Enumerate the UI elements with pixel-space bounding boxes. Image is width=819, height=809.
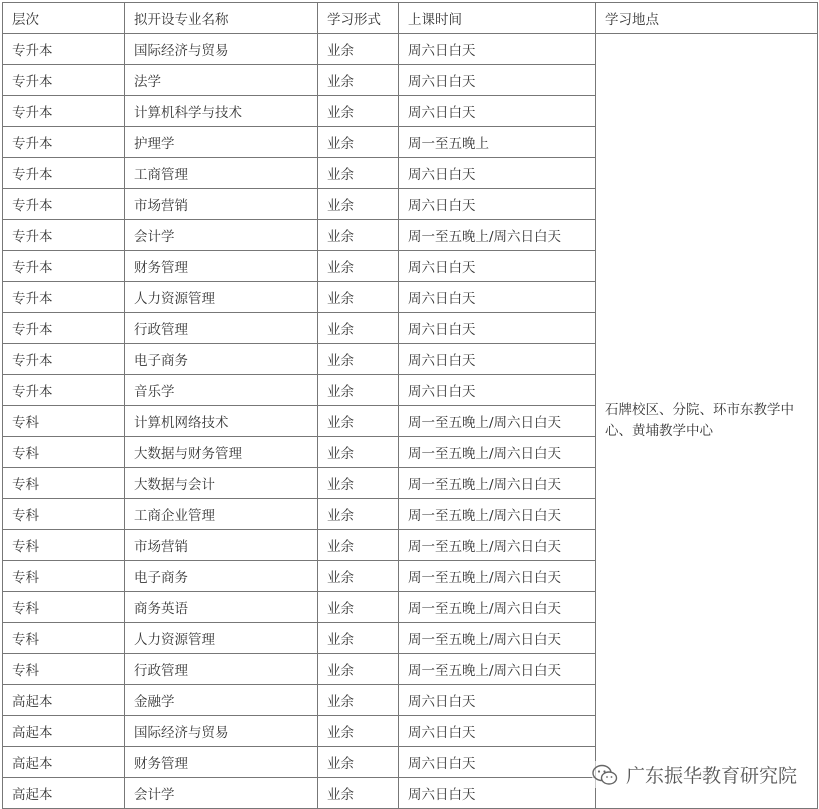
cell-class-time: 周六日白天 [399, 313, 596, 344]
cell-class-time: 周六日白天 [399, 747, 596, 778]
cell-study-mode: 业余 [318, 747, 399, 778]
cell-class-time: 周一至五晚上/周六日白天 [399, 220, 596, 251]
header-major: 拟开设专业名称 [125, 3, 318, 34]
cell-study-mode: 业余 [318, 65, 399, 96]
watermark-text: 广东振华教育研究院 [625, 765, 797, 787]
cell-study-mode: 业余 [318, 282, 399, 313]
cell-study-mode: 业余 [318, 530, 399, 561]
header-location: 学习地点 [596, 3, 818, 34]
header-row [3, 3, 818, 34]
cell-class-time: 周六日白天 [399, 65, 596, 96]
header-class-time: 上课时间 [399, 3, 596, 34]
cell-level: 高起本 [3, 778, 125, 809]
cell-study-mode: 业余 [318, 561, 399, 592]
cell-major: 国际经济与贸易 [125, 34, 318, 65]
cell-major: 会计学 [125, 778, 318, 809]
cell-class-time: 周一至五晚上/周六日白天 [399, 561, 596, 592]
table-body [3, 34, 818, 809]
cell-level: 专科 [3, 530, 125, 561]
cell-study-mode: 业余 [318, 685, 399, 716]
cell-major: 市场营销 [125, 530, 318, 561]
program-table [2, 2, 818, 809]
cell-study-mode: 业余 [318, 437, 399, 468]
cell-study-mode: 业余 [318, 468, 399, 499]
cell-study-mode: 业余 [318, 251, 399, 282]
cell-level: 专科 [3, 437, 125, 468]
header-study-mode: 学习形式 [318, 3, 399, 34]
cell-study-mode: 业余 [318, 158, 399, 189]
cell-level: 专科 [3, 499, 125, 530]
cell-study-mode: 业余 [318, 313, 399, 344]
cell-major: 护理学 [125, 127, 318, 158]
cell-level: 专科 [3, 623, 125, 654]
cell-class-time: 周六日白天 [399, 685, 596, 716]
cell-class-time: 周六日白天 [399, 251, 596, 282]
cell-class-time: 周一至五晚上/周六日白天 [399, 654, 596, 685]
cell-study-mode: 业余 [318, 96, 399, 127]
cell-class-time: 周六日白天 [399, 375, 596, 406]
cell-class-time: 周六日白天 [399, 716, 596, 747]
cell-study-mode: 业余 [318, 406, 399, 437]
cell-level: 高起本 [3, 747, 125, 778]
cell-class-time: 周六日白天 [399, 189, 596, 220]
cell-study-mode: 业余 [318, 375, 399, 406]
cell-level: 专升本 [3, 313, 125, 344]
cell-level: 专升本 [3, 251, 125, 282]
cell-major: 工商管理 [125, 158, 318, 189]
cell-level: 专升本 [3, 189, 125, 220]
cell-study-mode: 业余 [318, 344, 399, 375]
cell-class-time: 周一至五晚上 [399, 127, 596, 158]
cell-location: 石牌校区、分院、环市东教学中心、黄埔教学中心 [596, 34, 818, 809]
cell-major: 电子商务 [125, 344, 318, 375]
cell-class-time: 周六日白天 [399, 344, 596, 375]
cell-study-mode: 业余 [318, 716, 399, 747]
cell-class-time: 周六日白天 [399, 282, 596, 313]
cell-major: 工商企业管理 [125, 499, 318, 530]
cell-major: 人力资源管理 [125, 623, 318, 654]
cell-major: 商务英语 [125, 592, 318, 623]
cell-class-time: 周一至五晚上/周六日白天 [399, 623, 596, 654]
cell-major: 大数据与会计 [125, 468, 318, 499]
cell-level: 专科 [3, 654, 125, 685]
cell-class-time: 周六日白天 [399, 34, 596, 65]
cell-class-time: 周一至五晚上/周六日白天 [399, 468, 596, 499]
cell-level: 专升本 [3, 344, 125, 375]
cell-class-time: 周六日白天 [399, 158, 596, 189]
cell-study-mode: 业余 [318, 220, 399, 251]
cell-major: 行政管理 [125, 313, 318, 344]
cell-major: 人力资源管理 [125, 282, 318, 313]
cell-major: 计算机网络技术 [125, 406, 318, 437]
cell-level: 专升本 [3, 127, 125, 158]
cell-level: 高起本 [3, 716, 125, 747]
cell-major: 行政管理 [125, 654, 318, 685]
cell-class-time: 周一至五晚上/周六日白天 [399, 437, 596, 468]
cell-level: 专升本 [3, 96, 125, 127]
cell-level: 专升本 [3, 34, 125, 65]
cell-class-time: 周一至五晚上/周六日白天 [399, 499, 596, 530]
cell-major: 财务管理 [125, 251, 318, 282]
cell-study-mode: 业余 [318, 623, 399, 654]
cell-level: 专升本 [3, 65, 125, 96]
cell-level: 专科 [3, 561, 125, 592]
cell-level: 专科 [3, 592, 125, 623]
cell-class-time: 周一至五晚上/周六日白天 [399, 406, 596, 437]
header-level: 层次 [3, 3, 125, 34]
cell-study-mode: 业余 [318, 592, 399, 623]
cell-level: 专升本 [3, 282, 125, 313]
cell-major: 计算机科学与技术 [125, 96, 318, 127]
cell-class-time: 周一至五晚上/周六日白天 [399, 530, 596, 561]
watermark [592, 761, 797, 788]
cell-level: 专升本 [3, 158, 125, 189]
cell-major: 财务管理 [125, 747, 318, 778]
cell-level: 专升本 [3, 220, 125, 251]
cell-class-time: 周六日白天 [399, 96, 596, 127]
cell-level: 专科 [3, 406, 125, 437]
cell-major: 国际经济与贸易 [125, 716, 318, 747]
cell-major: 大数据与财务管理 [125, 437, 318, 468]
cell-major: 会计学 [125, 220, 318, 251]
cell-class-time: 周一至五晚上/周六日白天 [399, 592, 596, 623]
cell-major: 电子商务 [125, 561, 318, 592]
cell-major: 市场营销 [125, 189, 318, 220]
table-row [3, 34, 818, 65]
cell-major: 法学 [125, 65, 318, 96]
cell-study-mode: 业余 [318, 778, 399, 809]
cell-major: 金融学 [125, 685, 318, 716]
cell-class-time: 周六日白天 [399, 778, 596, 809]
cell-study-mode: 业余 [318, 34, 399, 65]
cell-study-mode: 业余 [318, 654, 399, 685]
cell-level: 高起本 [3, 685, 125, 716]
cell-major: 音乐学 [125, 375, 318, 406]
cell-study-mode: 业余 [318, 189, 399, 220]
cell-level: 专科 [3, 468, 125, 499]
cell-study-mode: 业余 [318, 127, 399, 158]
cell-study-mode: 业余 [318, 499, 399, 530]
wechat-icon [592, 764, 618, 786]
cell-level: 专升本 [3, 375, 125, 406]
